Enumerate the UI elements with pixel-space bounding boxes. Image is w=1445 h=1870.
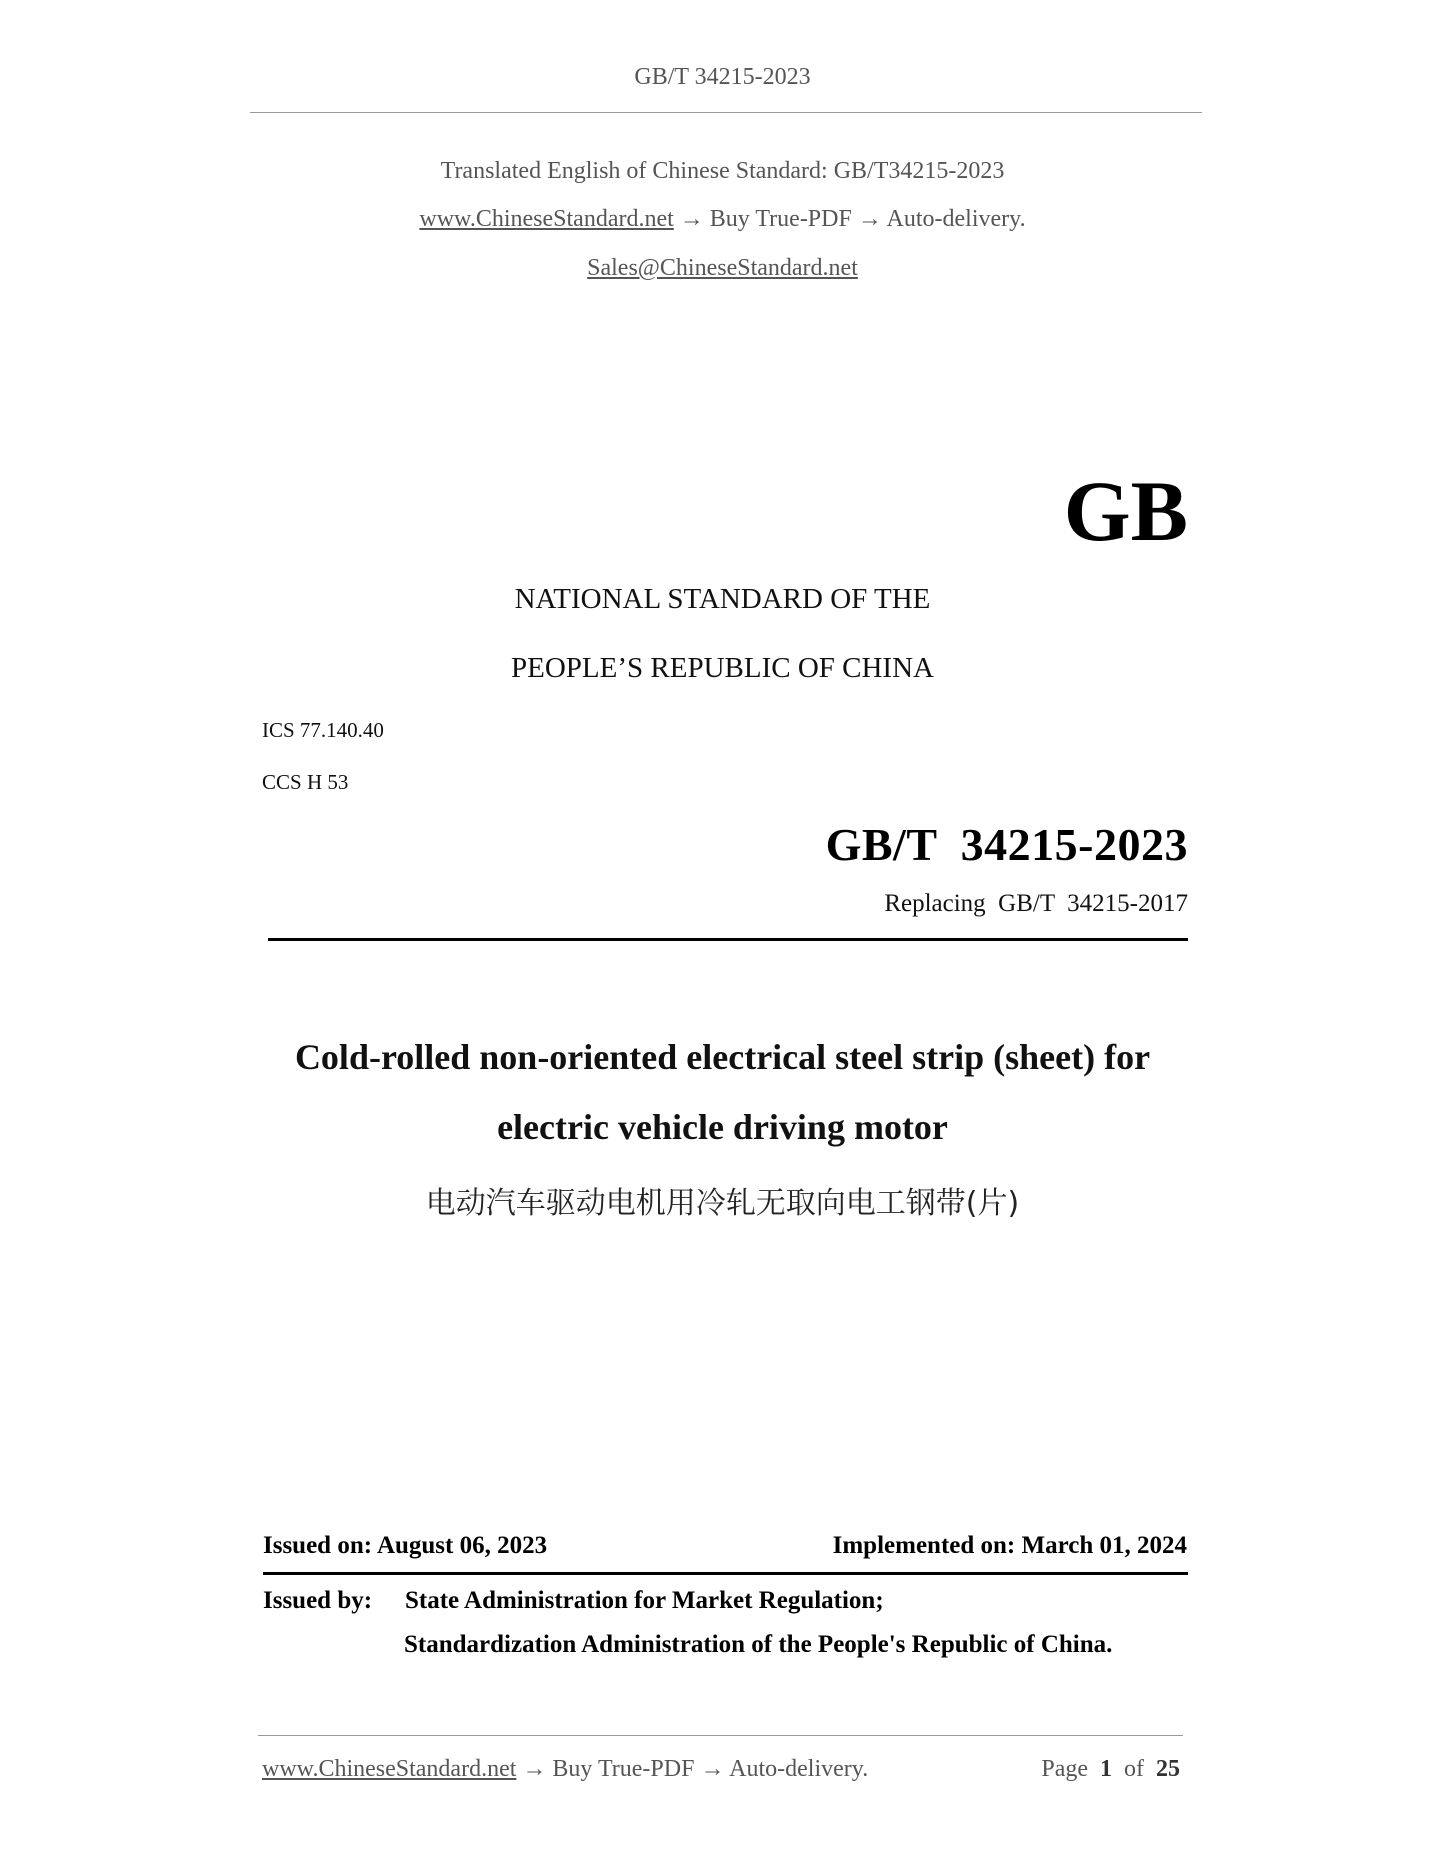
arrow-icon: → — [857, 206, 882, 232]
issued-by-label: Issued by: — [263, 1587, 373, 1614]
issue-divider — [263, 1572, 1188, 1575]
arrow-icon: → — [700, 1756, 725, 1782]
page-number: 1 — [1100, 1756, 1112, 1782]
page-indicator — [1041, 1756, 1180, 1783]
footer-buy-text: Buy True-PDF — [552, 1756, 695, 1782]
ccs-code: CCS H 53 — [262, 770, 349, 794]
arrow-icon: → — [679, 206, 704, 232]
running-header: GB/T 34215-2023 — [634, 64, 811, 90]
issuer-line-1: State Administration for Market Regulation; — [405, 1587, 884, 1614]
buy-text: Buy True-PDF — [709, 206, 852, 232]
arrow-icon: → — [522, 1756, 547, 1782]
title-english-line-2: electric vehicle driving motor — [497, 1107, 948, 1147]
site-link[interactable]: www.ChineseStandard.net — [419, 206, 674, 232]
delivery-text: Auto-delivery. — [886, 206, 1026, 232]
promo-line — [0, 206, 1445, 233]
translated-label: Translated English of Chinese Standard: GB/T34215-2023 — [440, 158, 1005, 184]
standard-number: GB/T 34215-2023 — [825, 819, 1188, 870]
title-english-line-1: Cold-rolled non-oriented electrical steel strip (sheet) for — [294, 1037, 1151, 1077]
footer-delivery-text: Auto-delivery. — [729, 1756, 869, 1782]
national-standard-line-2: PEOPLE’S REPUBLIC OF CHINA — [511, 652, 934, 684]
of-label: of — [1124, 1756, 1144, 1782]
page-label: Page — [1041, 1756, 1088, 1782]
page-total: 25 — [1156, 1756, 1180, 1782]
title-divider — [268, 938, 1188, 941]
ics-code: ICS 77.140.40 — [262, 718, 384, 742]
replacing-note: Replacing GB/T 34215-2017 — [884, 890, 1188, 917]
issuer-line-2: Standardization Administration of the People's Republic of China. — [404, 1631, 1113, 1658]
sales-line — [0, 255, 1445, 282]
header-divider — [250, 112, 1202, 113]
implemented-on-date: Implemented on: March 01, 2024 — [832, 1532, 1187, 1559]
national-standard-line-1: NATIONAL STANDARD OF THE — [514, 583, 931, 615]
footer-site-link[interactable]: www.ChineseStandard.net — [262, 1756, 517, 1782]
issued-on-date: Issued on: August 06, 2023 — [263, 1532, 548, 1559]
footer-divider — [258, 1735, 1183, 1736]
footer-promo — [262, 1756, 868, 1783]
gb-logo-mark: GB — [1063, 463, 1188, 559]
title-chinese: 电动汽车驱动电机用冷轧无取向电工钢带(片) — [425, 1186, 1020, 1221]
sales-email-link[interactable]: Sales@ChineseStandard.net — [587, 255, 858, 281]
